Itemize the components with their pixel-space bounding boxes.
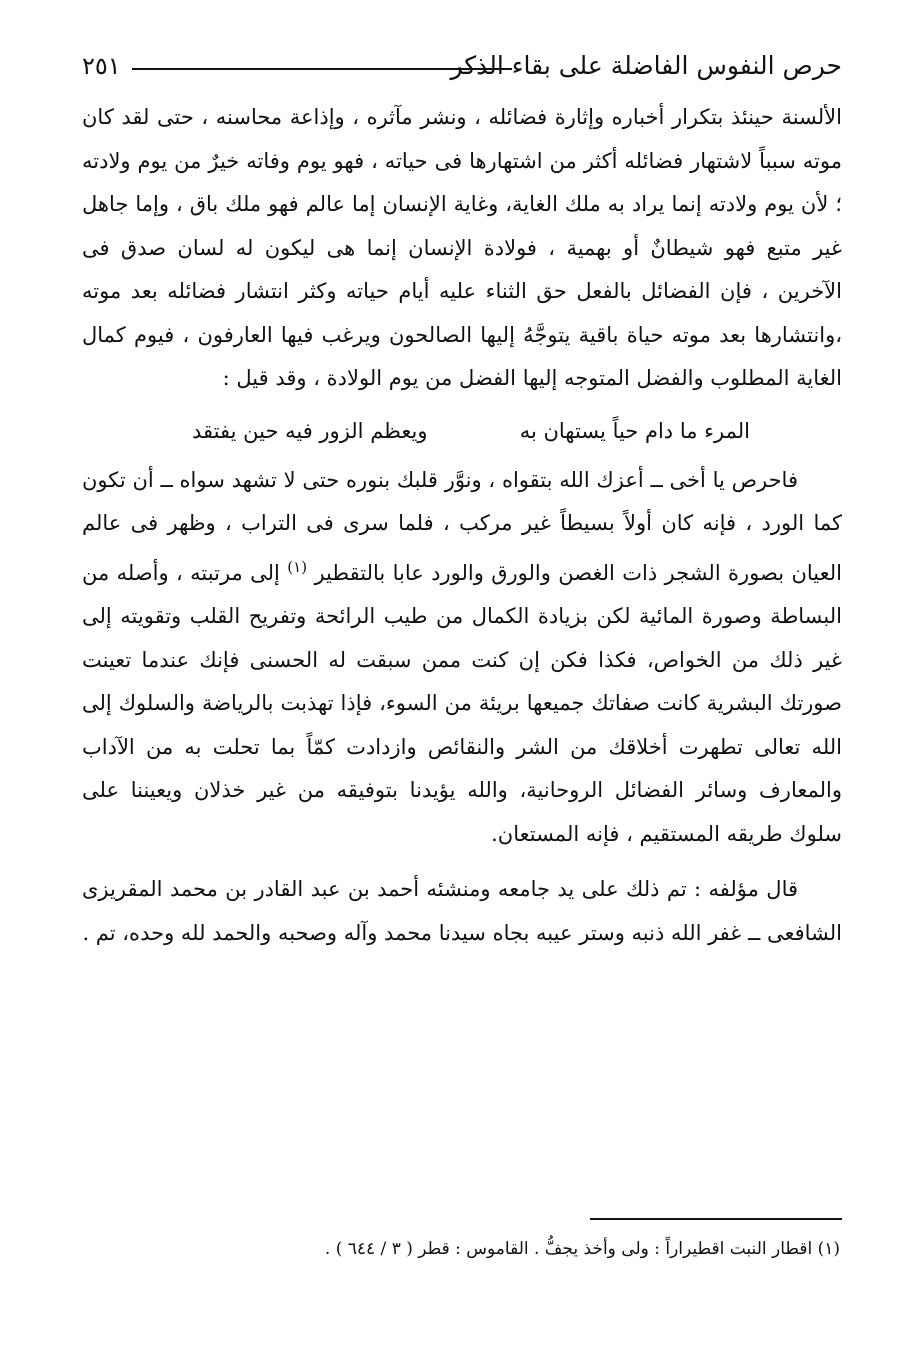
paragraph-2-continuation: إلى مرتبته ، وأصله من البساطة وصورة المائية لكن بزيادة الكمال من طيب الرائحة وتفريح القلب وتقويته إلى غير ذلك من الخواص، فكذا فكن إن كنت ممن سبقت له الحسنى فإنك عندما تعينت صورتك البشرية كانت صفاتك جميعها بريئة من السوء، فإذا تهذبت بالرياضة والسلوك إلى الله تعالى تطهرت أخلاقك من الشر والنقائص وازدادت كمّاً بما تحلت به من الآداب والمعارف وسائر الفضائل الروحانية، والله يؤيدنا بتوفيقه من غير خذلان ويعيننا على سلوك طريقه المستقيم ، فإنه المستعان. xyxy=(82,560,842,846)
footnote-marker: (١) xyxy=(287,557,308,576)
page-number: ٢٥١ xyxy=(82,52,121,80)
poetry-verse xyxy=(82,407,842,455)
running-title: حرص النفوس الفاضلة على بقاء الذكر xyxy=(450,51,842,80)
header-rule xyxy=(132,68,512,70)
paragraph-2-text: فاحرص يا أخى ــ أعزك الله بتقواه ، ونوَّر قلبك بنوره حتى لا تشهد سواه ــ أن تكون كما الورد ، فإنه كان أولاً بسيطاً غير مركب ، فلما سرى فى التراب ، وظهر فى عالم العيان بصورة الشجر ذات الغصن والورق والورد عابا بالتقطير xyxy=(82,467,842,585)
paragraph-1: الألسنة حينئذ بتكرار أخباره وإثارة فضائله ، ونشر مآثره ، وإذاعة محاسنه ، حتى لقد كان موته سبباً لاشتهار فضائله أكثر من اشتهارها فى حياته ، فهو يوم وفاته خيرٌ من يوم ولادته ؛ لأن يوم ولادته إنما يراد به ملك الغاية، وغاية الإنسان إما عالم فهو ملك باق ، وإما جاهل غير متبع فهو شيطانٌ أو بهمية ، فولادة الإنسان إنما هى ليكون له لسان صدق فى الآخرين ، فإن الفضائل بالفعل حق الثناء عليه أيام حياته وكثر انتشار فضائله بعد موته ،وانتشارها بعد موته حياة باقية يتوجَّهُ إليها الصالحون ويرغب فيها العارفون ، فيوم كمال الغاية المطلوب والفضل المتوجه إليها الفضل من يوم الولادة ، وقد قيل : xyxy=(82,105,842,390)
page-header xyxy=(82,46,842,86)
footnote-rule xyxy=(590,1218,842,1220)
verse-second-hemistich: ويعظم الزور فيه حين يفتقد xyxy=(192,418,428,443)
verse-first-hemistich: المرء ما دام حياً يستهان به xyxy=(519,418,750,443)
colophon: قال مؤلفه : تم ذلك على يد جامعه ومنشئه أحمد بن عبد القادر بن محمد المقريزى الشافعى ــ غفر الله ذنبه وستر عيبه بجاه سيدنا محمد وآله وصحبه والحمد لله وحده، تم . xyxy=(82,877,842,945)
paragraph-2 xyxy=(82,459,842,857)
footnote: (١) اقطار النبت اقطيراراً : ولى وأخذ يجفُّ . القاموس : قطر ( ٣ / ٦٤٤ ) . xyxy=(324,1239,840,1259)
main-text xyxy=(82,96,842,955)
